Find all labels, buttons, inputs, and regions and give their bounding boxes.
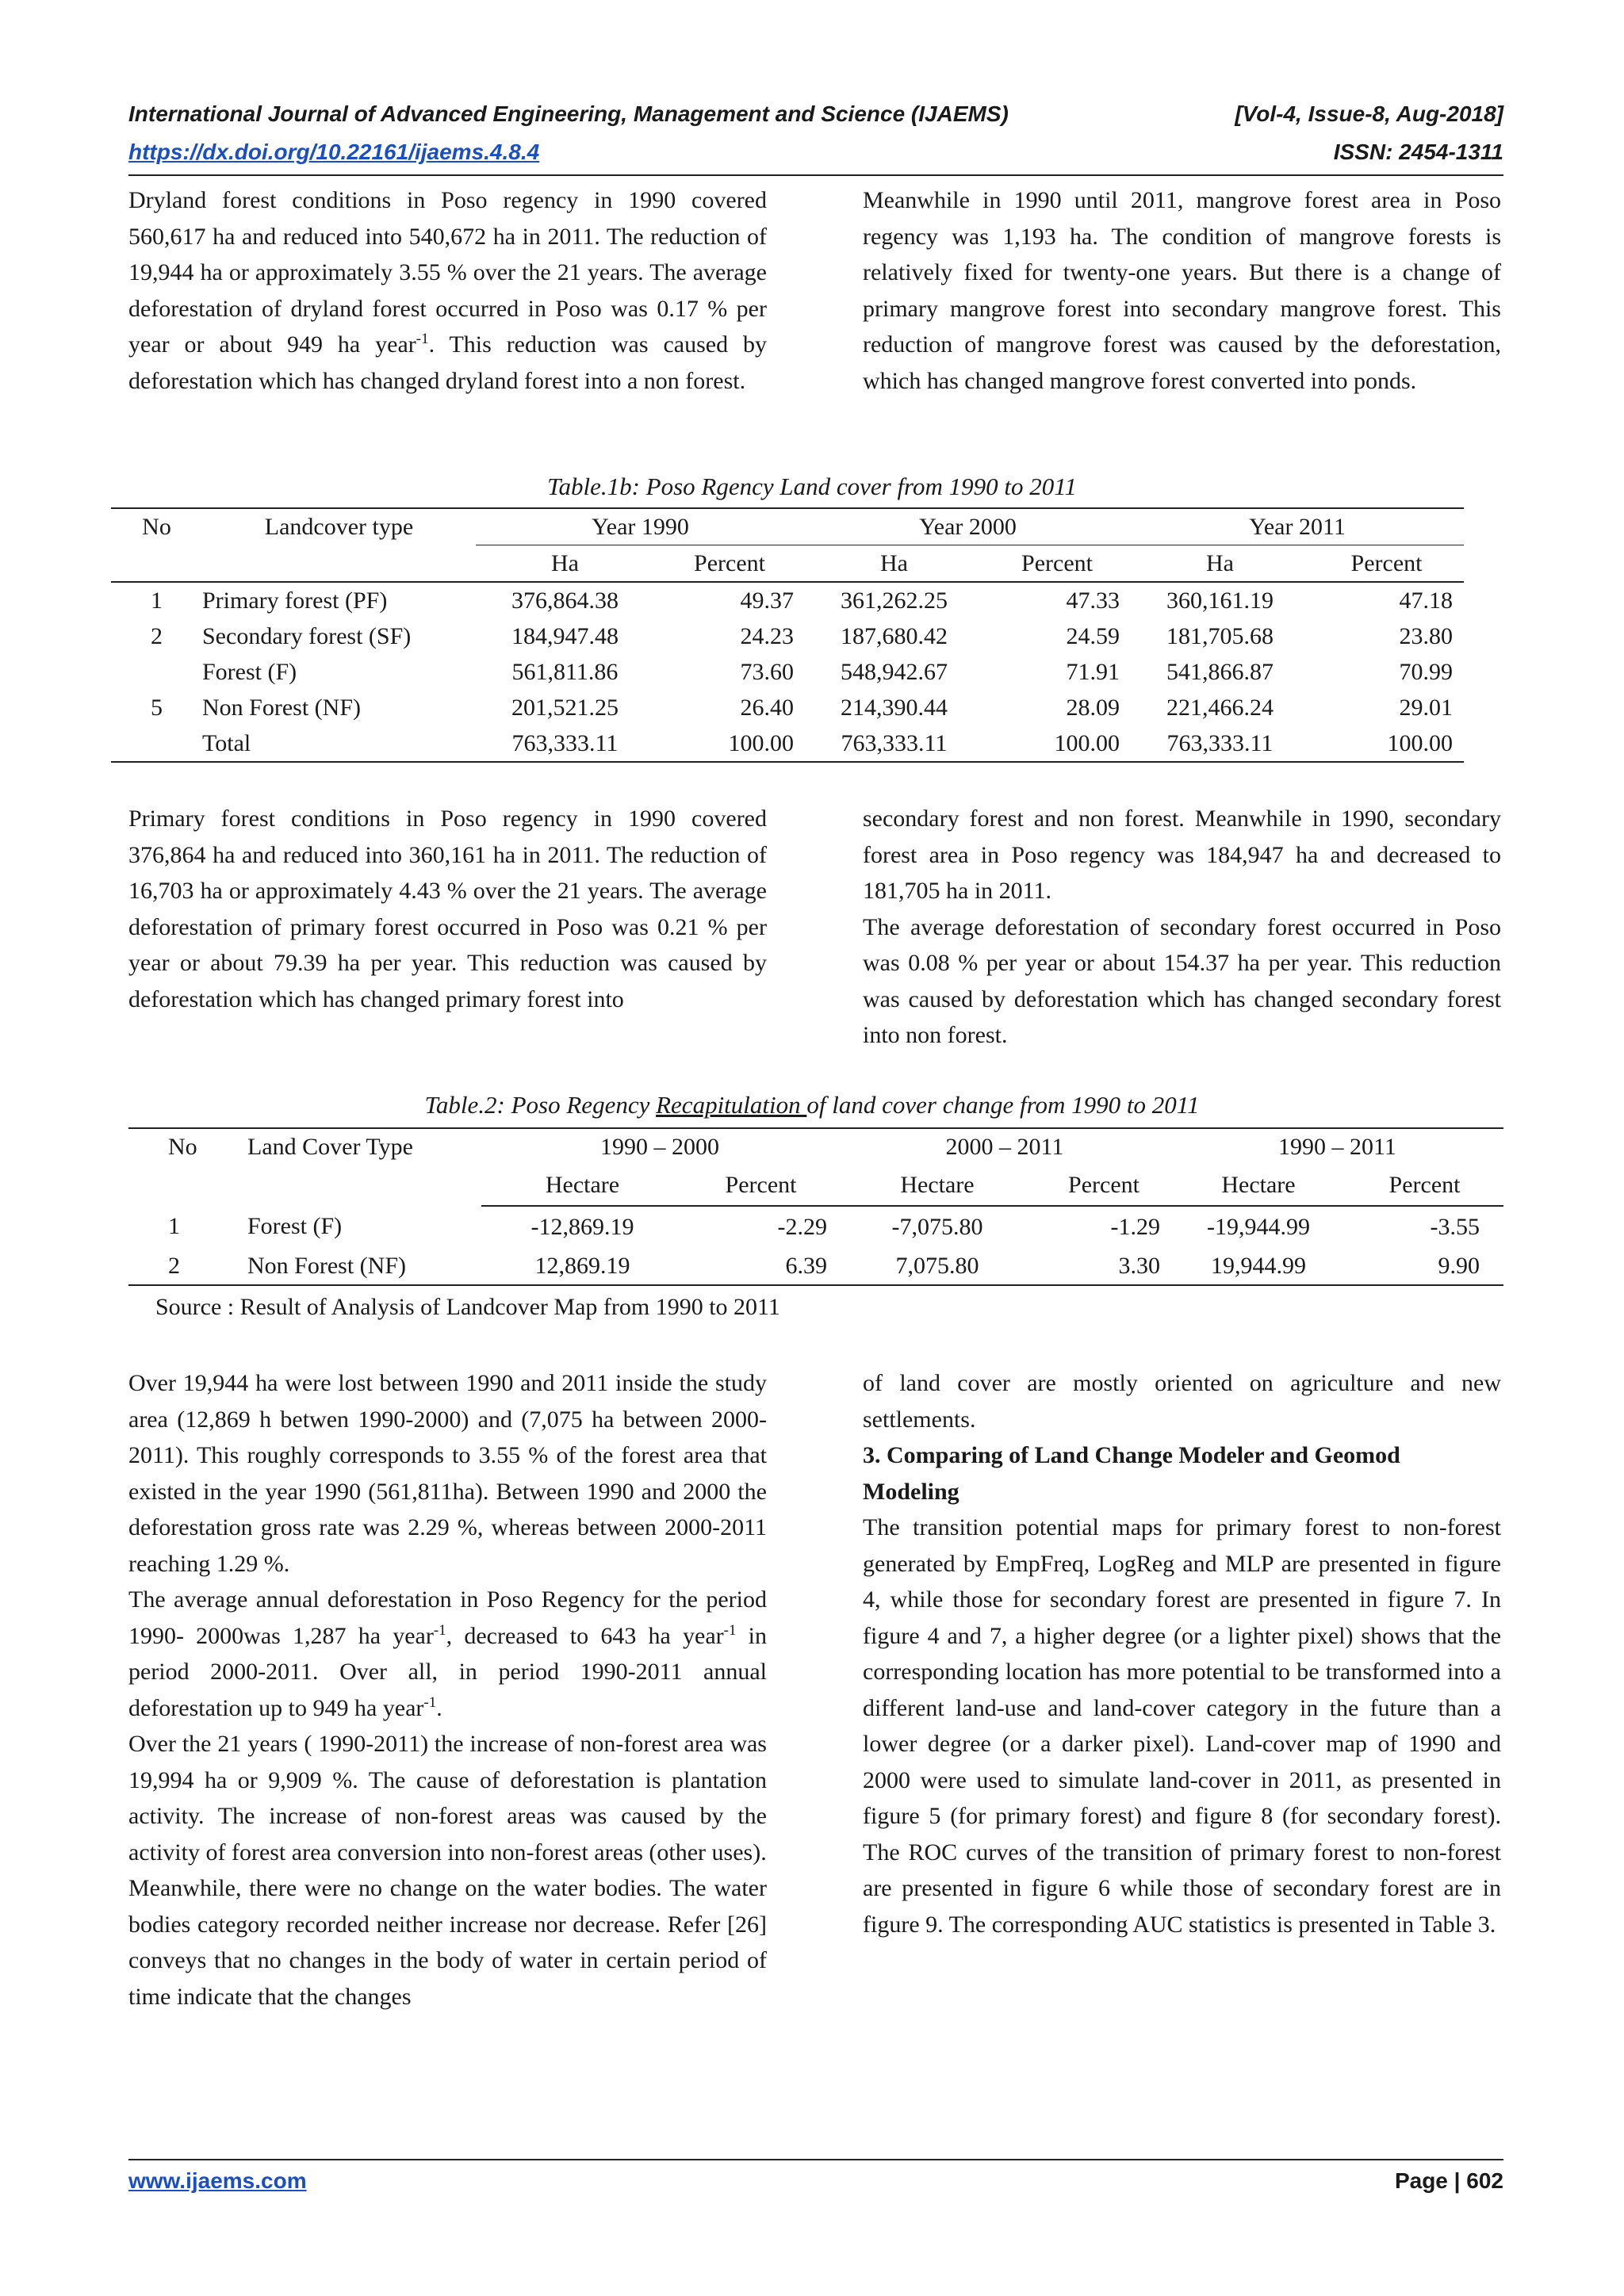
table-row: 1 Forest (F) -12,869.19 -2.29 -7,075.80 -1.29 -19,944.99 -3.55 (168, 1213, 1480, 1240)
table1-header-ha: Ha (551, 549, 579, 576)
table-row: 1 Primary forest (PF) 376,864.38 49.37 361,262.25 47.33 360,161.19 47.18 (151, 587, 1453, 614)
section-heading: 3. Comparing of Land Change Modeler and Geomod Modeling (863, 1442, 1400, 1505)
table1-header-percent: Percent (1350, 549, 1423, 576)
table1-caption: Table.1b: Poso Rgency Land cover from 1990 to 2011 (547, 473, 1077, 500)
header-rule (128, 174, 1503, 176)
mid-right: secondary forest and non forest. Meanwhile in 1990, secondary forest area in Poso regency was 184,947 ha and decreased to 181,705 ha in 2011. The average deforestation of secondary forest occurred in Poso was 0.08 % per year or about 154.37 ha per year. This reduction was caused by deforestation which has changed secondary forest into non forest. (863, 806, 1501, 1048)
table1-header-type: Landcover type (264, 513, 414, 540)
mid-left: Primary forest conditions in Poso regency in 1990 covered 376,864 ha and reduced into 360,161 ha in 2011. The reduction of 16,703 ha or approximately 4.43 % over the 21 years. The average deforestation of primary forest occurred in Poso was 0.21 % per year or about 79.39 ha per year. This reduction was caused by deforestation which has changed primary forest into (128, 806, 767, 1012)
website-link[interactable]: www.ijaems.com (128, 2168, 307, 2193)
journal-title: International Journal of Advanced Engineering, Management and Science (IJAEMS) (128, 101, 1009, 126)
table2-header-hectare: Hectare (1171, 1165, 1346, 1206)
table-row: 5 Non Forest (NF) 201,521.25 26.40 214,390.44 28.09 221,466.24 29.01 (151, 694, 1453, 721)
bottom-right: of land cover are mostly oriented on agriculture and new settlements. 3. Comparing of Land Change Modeler and Geomod Modeling The transition potential maps for primary forest to non-forest generated by EmpFreq, LogReg and MLP are presented in figure 4, while those for secondary forest are presented in figure 7. In figure 4 and 7, a higher degree (or a lighter pixel) shows that the corresponding location has more potential to be transformed into a different land-use and land-cover category in the future than a lower degree (or a darker pixel). Land-cover map of 1990 and 2000 were used to simulate land-cover in 2011, as presented in figure 5 (for primary forest) and figure 8 (for secondary forest). The ROC curves of the transition of primary forest to non-forest are presented in figure 6 while those of secondary forest are in figure 9. The corresponding AUC statistics is presented in Table 3. (863, 1370, 1501, 1938)
table1-header-year: Year 2011 (1131, 508, 1464, 545)
table2-header-period: 2000 – 2011 (945, 1133, 1064, 1160)
table1-header-percent: Percent (1021, 549, 1093, 576)
table2-header-percent: Percent (1036, 1165, 1171, 1206)
table2-header-percent: Percent (684, 1165, 838, 1206)
bottom-left: Over 19,944 ha were lost between 1990 and 2011 inside the study area (12,869 h betwen 1990-2000) and (7,075 ha between 2000-2011). This roughly corresponds to 3.55 % of the forest area that existed in the year 1990 (561,811ha). Between 1990 and 2000 the deforestation gross rate was 2.29 %, whereas between 2000-2011 reaching 1.29 %. The average annual deforestation in Poso Regency for the period 1990- 2000was 1,287 ha year$^{-1}$, decreased to 643 ha year$^{-1}$ in period 2000-2011. Over all, in period 1990-2011 annual deforestation up to 949 ha year$^{-1}$. Over the 21 years ( 1990-2011) the increase of non-forest area was 19,994 ha or 9,909 %. The cause of deforestation is plantation activity. The increase of non-forest areas was caused by the activity of forest area conversion into non-forest areas (other uses). Meanwhile, there were no change on the water bodies. The water bodies category recorded neither increase nor decrease. Refer [26] conveys that no changes in the body of water in certain period of time indicate that the changes (128, 1370, 767, 2010)
table-row: 2 Secondary forest (SF) 184,947.48 24.23 187,680.42 24.59 181,705.68 23.80 (151, 622, 1453, 649)
table2-header-type: Land Cover Type (247, 1133, 413, 1160)
table2-header-no: No (168, 1133, 197, 1160)
table1-header-ha: Ha (880, 549, 908, 576)
table2 (128, 1127, 1503, 1286)
table2-header-period: 1990 – 2000 (600, 1133, 719, 1160)
table1 (111, 507, 1464, 763)
table2-header-hectare: Hectare (481, 1165, 684, 1206)
footer-rule (128, 2159, 1503, 2160)
intro-left: Dryland forest conditions in Poso regency in 1990 covered 560,617 ha and reduced into 540,672 ha in 2011. The reduction of 19,944 ha or approximately 3.55 % over the 21 years. The average deforestation of dryland forest occurred in Poso was 0.17 % per year or about 949 ha year$^{-1}$. This reduction was caused by deforestation which has changed dryland forest into a non forest. (128, 187, 767, 394)
table2-caption: Table.2: Poso Regency Recapitulation of land cover change from 1990 to 2011 (424, 1091, 1200, 1119)
table1-header-no: No (142, 513, 171, 540)
table-row: Forest (F) 561,811.86 73.60 548,942.67 71.91 541,866.87 70.99 (202, 658, 1453, 685)
table1-header-year: Year 2000 (805, 508, 1131, 545)
table2-header-hectare: Hectare (838, 1165, 1036, 1206)
table1-header-percent: Percent (694, 549, 765, 576)
table1-header-year: Year 1990 (476, 508, 805, 545)
table1-header-ha: Ha (1206, 549, 1234, 576)
issn: ISSN: 2454-1311 (1333, 140, 1503, 164)
table2-header-period: 1990 – 2011 (1278, 1133, 1396, 1160)
table-row: Total 763,333.11 100.00 763,333.11 100.00 763,333.11 100.00 (202, 729, 1453, 756)
doi-link[interactable]: https://dx.doi.org/10.22161/ijaems.4.8.4 (128, 140, 540, 164)
table2-header-percent: Percent (1346, 1165, 1503, 1206)
intro-right: Meanwhile in 1990 until 2011, mangrove forest area in Poso regency was 1,193 ha. The condition of mangrove forests is relatively fixed for twenty-one years. But there is a change of primary mangrove forest into secondary mangrove forest. This reduction of mangrove forest was caused by the deforestation, which has changed mangrove forest converted into ponds. (863, 187, 1501, 394)
table-row: 2 Non Forest (NF) 12,869.19 6.39 7,075.80 3.30 19,944.99 9.90 (168, 1252, 1480, 1279)
volume-info: [Vol-4, Issue-8, Aug-2018] (1235, 101, 1503, 126)
table2-source: Source : Result of Analysis of Landcover Map from 1990 to 2011 (155, 1294, 780, 1320)
page-number: Page | 602 (1394, 2168, 1503, 2193)
